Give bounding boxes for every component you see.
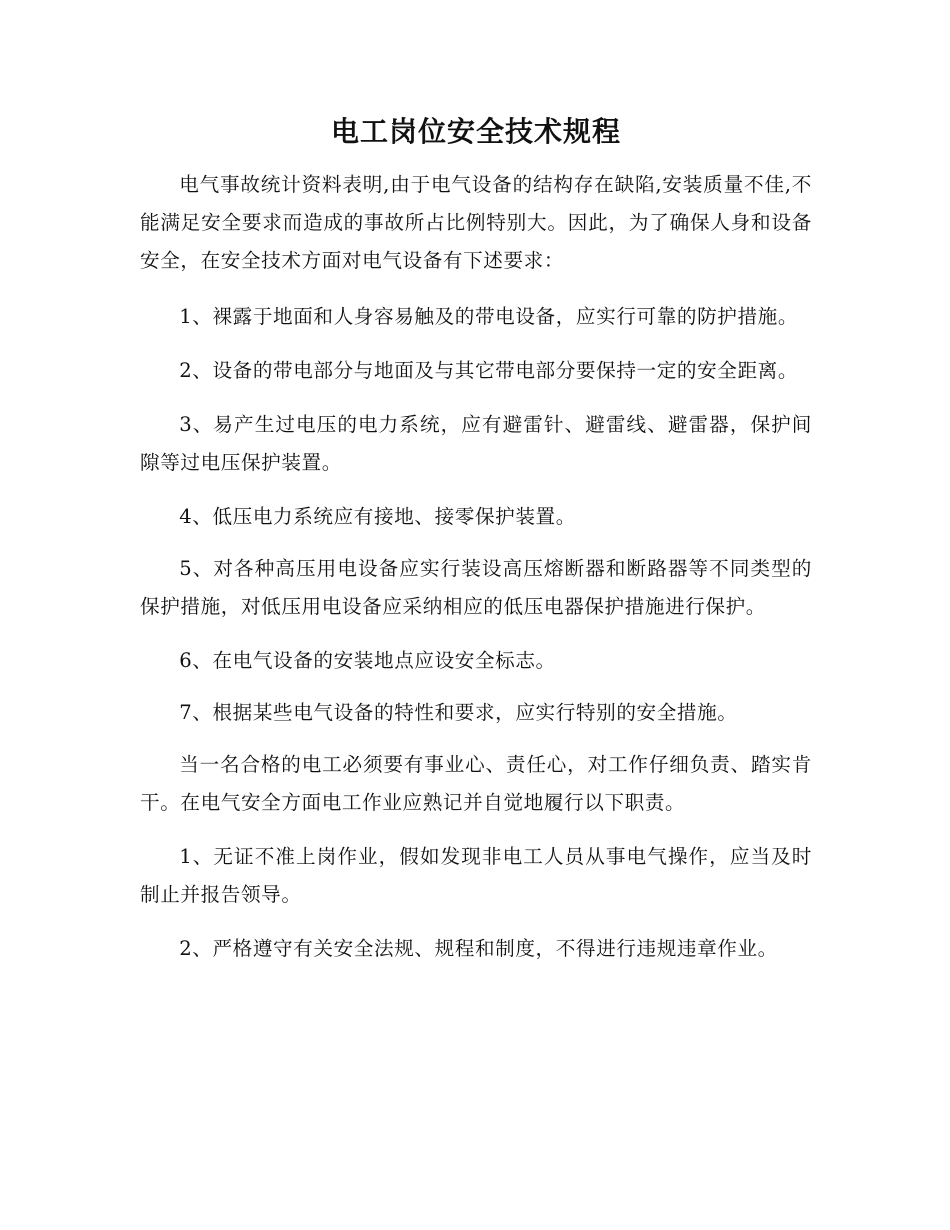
requirement-item: 5、对各种高压用电设备应实行装设高压熔断器和断路器等不同类型的保护措施，对低压用电设备应采纳相应的低压电器保护措施进行保护。: [140, 557, 812, 618]
intro-paragraph: 电气事故统计资料表明,由于电气设备的结构存在缺陷,安装质量不佳,不能满足安全要求而造成的事故所占比例特别大。因此，为了确保人身和设备安全，在安全技术方面对电气设备有下述要求：: [140, 173, 812, 272]
document-title: 电工岗位安全技术规程: [330, 115, 621, 148]
requirement-item: 4、低压电力系统应有接地、接零保护装置。: [179, 505, 576, 528]
requirement-item: 1、裸露于地面和人身容易触及的带电设备，应实行可靠的防护措施。: [179, 305, 799, 328]
requirement-item: 2、设备的带电部分与地面及与其它带电部分要保持一定的安全距离。: [179, 359, 799, 382]
document-body: [140, 112, 812, 984]
duties-intro-paragraph: 当一名合格的电工必须要有事业心、责任心，对工作仔细负责、踏实肯干。在电气安全方面电工作业应熟记并自觉地履行以下职责。: [140, 753, 812, 814]
duty-item: 1、无证不准上岗作业，假如发现非电工人员从事电气操作，应当及时制止并报告领导。: [140, 845, 812, 906]
requirement-item: 3、易产生过电压的电力系统，应有避雷针、避雷线、避雷器，保护间隙等过电压保护装置。: [140, 413, 812, 474]
requirement-item: 6、在电气设备的安装地点应设安全标志。: [179, 649, 556, 672]
duty-item: 2、严格遵守有关安全法规、规程和制度，不得进行违规违章作业。: [179, 937, 778, 960]
requirement-item: 7、根据某些电气设备的特性和要求，应实行特别的安全措施。: [179, 701, 738, 724]
